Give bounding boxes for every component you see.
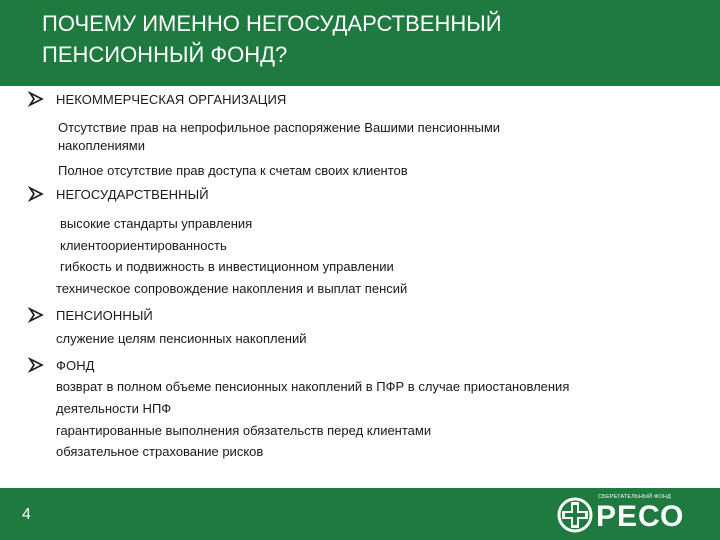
section-line: накоплениями [58, 138, 146, 153]
section-label: НЕКОММЕРЧЕСКАЯ ОРГАНИЗАЦИЯ [56, 91, 287, 107]
arrow-bullet-icon [28, 186, 46, 202]
section-heading [28, 186, 209, 202]
section-line: деятельности НПФ [56, 401, 172, 416]
logo-caption: СБЕРЕГАТЕЛЬНЫЙ ФОНД [598, 494, 671, 500]
section-line: гарантированные выполнения обязательств перед клиентами [56, 423, 432, 438]
section-line: Отсутствие прав на непрофильное распоряжение Вашими пенсионными [58, 120, 501, 135]
section-heading [28, 91, 286, 107]
arrow-bullet-icon [28, 91, 46, 107]
section-label: НЕГОСУДАРСТВЕННЫЙ [56, 186, 209, 202]
arrow-bullet-icon [28, 307, 46, 323]
section-line: возврат в полном объеме пенсионных накоплений в ПФР в случае приостановления [56, 379, 570, 394]
section-line: гибкость и подвижность в инвестиционном управлении [60, 259, 394, 274]
section-line: служение целям пенсионных накоплений [56, 331, 307, 346]
section-heading [28, 307, 153, 323]
page-number: 4 [22, 506, 31, 523]
arrow-bullet-icon [28, 357, 46, 373]
section-line: высокие стандарты управления [60, 216, 253, 231]
reso-cross-logo-icon [557, 497, 593, 533]
section-line: техническое сопровождение накопления и выплат пенсий [56, 281, 408, 296]
section-label: ПЕНСИОННЫЙ [56, 307, 153, 323]
logo-wordmark: РЕСО [596, 500, 685, 533]
section-line: обязательное страхование рисков [56, 444, 264, 459]
section-label: ФОНД [56, 357, 95, 373]
section-heading [28, 357, 95, 373]
section-line: клиентоориентированность [60, 238, 227, 253]
section-line: Полное отсутствие прав доступа к счетам своих клиентов [58, 163, 408, 178]
page-title: ПОЧЕМУ ИМЕННО НЕГОСУДАРСТВЕННЫЙ ПЕНСИОННЫЙ ФОНД? [42, 11, 502, 67]
